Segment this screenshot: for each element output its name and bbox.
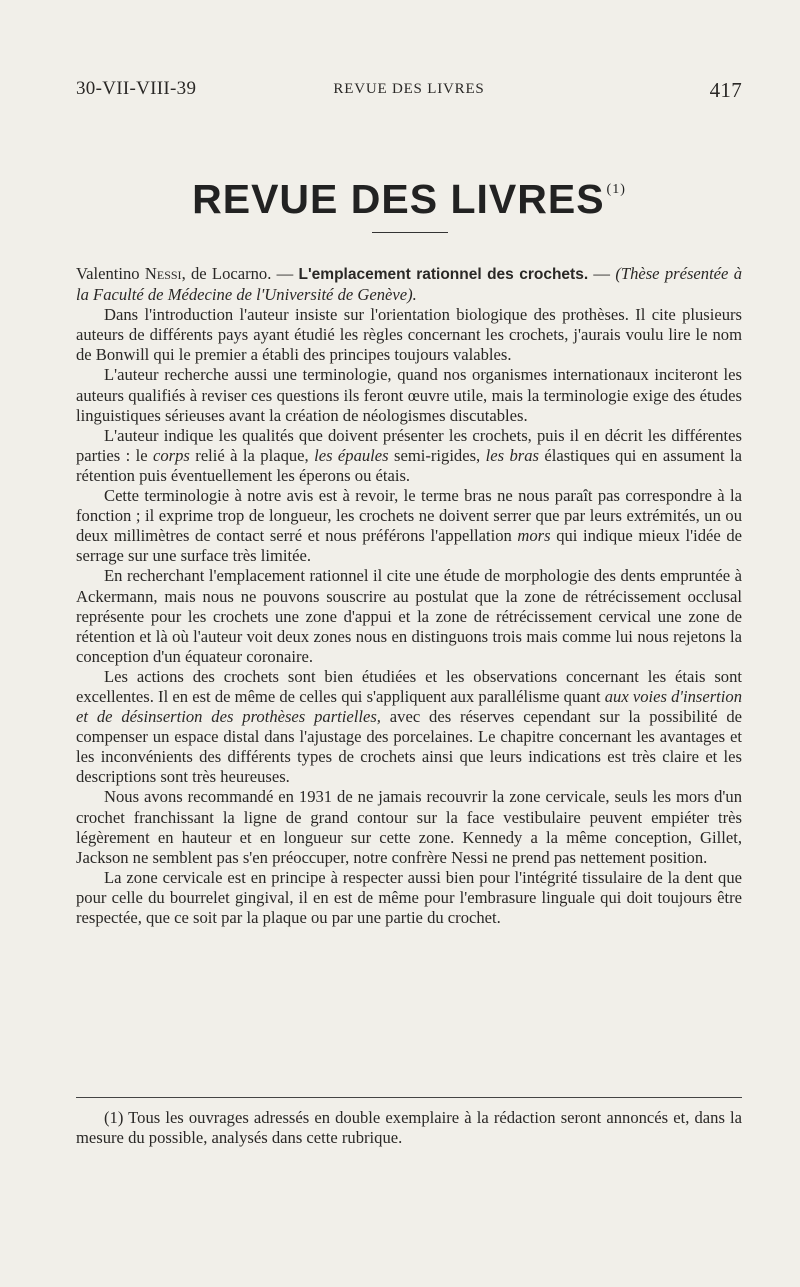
paragraph-7: Nous avons recommandé en 1931 de ne jamais recouvrir la zone cervicale, seuls les mors d'un crochet franchissant la ligne de grand contour sur la face vestibulaire peuvent empiéter très légèrement en hauteur et en longueur sur cette zone. Kennedy a la même conception, Gillet, Jackson ne semblent pas s'en préoccuper, notre confrère Nessi ne prend pas nettement position. [76, 787, 742, 867]
running-title: REVUE DES LIVRES [333, 81, 485, 97]
footnote-ref: (1) [606, 182, 626, 197]
footnote-rule [76, 1097, 742, 1098]
review-body [76, 264, 742, 928]
issue-date: 30-VII-VIII-39 [76, 78, 197, 99]
author-first-name: Valentino [76, 264, 140, 283]
p3-text-b: relié à la plaque, [189, 445, 315, 465]
title-rule [372, 232, 448, 233]
author-last-name: Nessi [144, 264, 182, 283]
paragraph-8: La zone cervicale est en principe à respecter aussi bien pour l'intégrité tissulaire de la dent que pour celle du bourrelet gingival, il en est de même pour l'embrasure linguale qui doit toujours être respectée, que ce soit par la plaque ou par une partie du crochet. [76, 867, 742, 927]
paragraph-3 [76, 426, 742, 486]
page-title-text: REVUE DES LIVRES [192, 176, 605, 222]
paragraph-1: Dans l'introduction l'auteur insiste sur l'orientation biologique des prothèses. Il cite plusieurs auteurs de différents pays ayant étudié les règles concernant les crochets, j'aurais voulu lire le nom de Bonwill qui le premier a établi des principes toujours valables. [76, 305, 742, 365]
p4-text-a: Cette terminologie à notre avis est à revoir, le terme bras ne nous paraît pas correspondre à la fonction ; il exprime trop de longueur, les crochets ne doivent serrer que par leurs extrémités, un ou deux millimètres de contact serré et nous préférons l'appellation [76, 486, 742, 546]
term-mors: mors [517, 526, 551, 546]
author-place: , de Locarno. — [181, 264, 299, 283]
page-title [76, 176, 742, 223]
paragraph-5: En recherchant l'emplacement rationnel il cite une étude de morphologie des dents empruntée à Ackermann, mais nous ne pouvons souscrire au postulat que la zone de rétrécissement occlusal représente pour les crochets une zone d'appui et la zone de rétrécissement cervical une zone de rétention et là où l'auteur voit deux zones nous en distinguons trois mais comme lui nous rejetons la conception d'un équateur coronaire. [76, 566, 742, 666]
term-corps: corps [153, 445, 190, 465]
term-epaules: les épaules [314, 445, 389, 465]
p3-text-a: L'auteur indique les qualités que doivent présenter les crochets, puis il en décrit les différentes parties : le [76, 425, 742, 465]
p6-text-b: avec des réserves cependant sur la possibilité de compenser un espace distal dans l'ajustage des porcelaines. Le chapitre concernant les avantages et les inconvénients des différents types de crochets ainsi que leurs indications est très claire et les descriptions sont très heureuses. [76, 707, 742, 787]
p3-text-d: élastiques qui en assument la rétention puis éventuellement les éperons ou étais. [76, 445, 742, 485]
paragraph-6 [76, 667, 742, 788]
p4-text-b: qui indique mieux l'idée de serrage sur une surface très limitée. [76, 526, 742, 566]
footnote: (1) Tous les ouvrages adressés en double exemplaire à la rédaction seront annoncés et, dans la mesure du possible, analysés dans cette rubrique. [76, 1108, 742, 1148]
entry-dash: — [588, 264, 616, 283]
page-number: 417 [709, 78, 742, 102]
paragraph-2: L'auteur recherche aussi une terminologie, quand nos organismes internationaux inciteront les auteurs qualifiés à reviser ces questions ils feront œuvre utile, mais la terminologie exige des études linguistiques sérieuses avant la création de néologismes discutables. [76, 365, 742, 425]
p6-text-a: Les actions des crochets sont bien étudiées et les observations concernant les étais sont excellentes. Il en est de même de celles qui s'appliquent aux parallélisme quant [76, 666, 742, 706]
p3-text-c: semi-rigides, [388, 445, 486, 465]
running-head [76, 78, 742, 106]
paragraph-4 [76, 486, 742, 566]
term-bras: les bras [485, 445, 539, 465]
thesis-note: (Thèse présentée à la Faculté de Médecine de l'Université de Genève). [76, 264, 742, 305]
work-title: L'emplacement rationnel des crochets. [298, 266, 589, 283]
bibliographic-entry [76, 264, 742, 305]
p6-emphasis: aux voies d'insertion et de désinsertion des prothèses partielles, [76, 686, 742, 727]
